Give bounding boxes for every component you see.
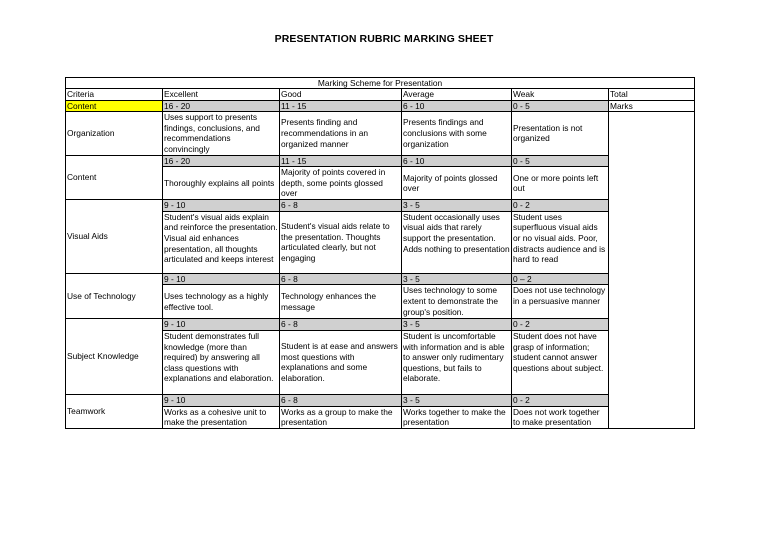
score-range: 3 - 5 [402, 394, 512, 406]
header-row [66, 89, 695, 101]
total-marks-label: Marks [609, 100, 695, 112]
descriptor-excellent: Works as a cohesive unit to make the presentation [163, 406, 280, 428]
descriptor-weak: Student does not have grasp of information; student cannot answer questions about subject. [512, 330, 609, 394]
descriptor-good: Student's visual aids relate to the presentation. Thoughts articulated clearly, but not engaging [280, 211, 402, 273]
criterion-label: Organization [66, 112, 163, 155]
descriptor-good: Presents finding and recommendations in an organized manner [280, 112, 402, 155]
descriptor-average: Presents findings and conclusions with some organization [402, 112, 512, 155]
score-range: 6 - 8 [280, 200, 402, 212]
descriptor-excellent: Thoroughly explains all points [163, 167, 280, 200]
descriptor-average: Works together to make the presentation [402, 406, 512, 428]
score-range: 3 - 5 [402, 319, 512, 331]
descriptor-average: Uses technology to some extent to demonstrate the group's position. [402, 285, 512, 319]
score-range: 6 - 10 [402, 155, 512, 167]
score-range: 11 - 15 [280, 100, 402, 112]
descriptor-weak: Does not work together to make presentation [512, 406, 609, 428]
descriptor-weak: One or more points left out [512, 167, 609, 200]
descriptor-excellent: Student's visual aids explain and reinforce the presentation. Visual aid enhances presentation, all thoughts articulated and keeps interest [163, 211, 280, 273]
criterion-label: Use of Technology [66, 273, 163, 319]
score-range: 6 - 8 [280, 319, 402, 331]
score-range: 16 - 20 [163, 100, 280, 112]
header-average: Average [402, 89, 512, 101]
score-range: 0 - 2 [512, 394, 609, 406]
score-range: 3 - 5 [402, 200, 512, 212]
table-banner: Marking Scheme for Presentation [66, 78, 695, 89]
score-range: 9 - 10 [163, 394, 280, 406]
score-range: 0 - 5 [512, 155, 609, 167]
score-range: 6 - 10 [402, 100, 512, 112]
score-row-use-of-technology [66, 273, 695, 285]
score-range: 9 - 10 [163, 319, 280, 331]
score-range: 0 - 2 [512, 319, 609, 331]
descriptor-excellent: Uses technology as a highly effective tool. [163, 285, 280, 319]
descriptor-excellent: Uses support to presents findings, conclusions, and recommendations convincingly [163, 112, 280, 155]
header-total: Total [609, 89, 695, 101]
rubric-row-organization [66, 112, 695, 155]
rubric-table [65, 77, 695, 429]
descriptor-average: Majority of points glossed over [402, 167, 512, 200]
score-range: 9 - 10 [163, 273, 280, 285]
score-range: 9 - 10 [163, 200, 280, 212]
descriptor-good: Works as a group to make the presentation [280, 406, 402, 428]
descriptor-average: Student occasionally uses visual aids that rarely support the presentation. Adds nothing to presentation [402, 211, 512, 273]
score-range: 16 - 20 [163, 155, 280, 167]
descriptor-good: Student is at ease and answers most questions with explanations and some elaboration. [280, 330, 402, 394]
score-range: 6 - 8 [280, 394, 402, 406]
descriptor-weak: Does not use technology in a persuasive manner [512, 285, 609, 319]
score-range: 3 - 5 [402, 273, 512, 285]
descriptor-average: Student is uncomfortable with information and is able to answer only rudimentary questions, but fails to elaborate. [402, 330, 512, 394]
header-weak: Weak [512, 89, 609, 101]
descriptor-good: Majority of points covered in depth, some points glossed over [280, 167, 402, 200]
score-range: 11 - 15 [280, 155, 402, 167]
header-criteria: Criteria [66, 89, 163, 101]
score-row-teamwork [66, 394, 695, 406]
descriptor-good: Technology enhances the message [280, 285, 402, 319]
header-good: Good [280, 89, 402, 101]
subheader-row [66, 100, 695, 112]
criterion-label: Visual Aids [66, 200, 163, 274]
criterion-label: Teamwork [66, 394, 163, 428]
subheader-label: Content [66, 100, 163, 112]
score-row-content [66, 155, 695, 167]
score-range: 0 – 2 [512, 273, 609, 285]
page-title: PRESENTATION RUBRIC MARKING SHEET [274, 33, 494, 45]
header-excellent: Excellent [163, 89, 280, 101]
criterion-label: Content [66, 155, 163, 200]
total-cell[interactable] [609, 112, 695, 429]
score-range: 0 - 2 [512, 200, 609, 212]
descriptor-weak: Presentation is not organized [512, 112, 609, 155]
score-range: 0 - 5 [512, 100, 609, 112]
score-range: 6 - 8 [280, 273, 402, 285]
criterion-label: Subject Knowledge [66, 319, 163, 395]
score-row-subject-knowledge [66, 319, 695, 331]
descriptor-excellent: Student demonstrates full knowledge (more than required) by answering all class questions with explanations and elaboration. [163, 330, 280, 394]
score-row-visual-aids [66, 200, 695, 212]
descriptor-weak: Student uses superfluous visual aids or no visual aids. Poor, distracts audience and is hard to read [512, 211, 609, 273]
